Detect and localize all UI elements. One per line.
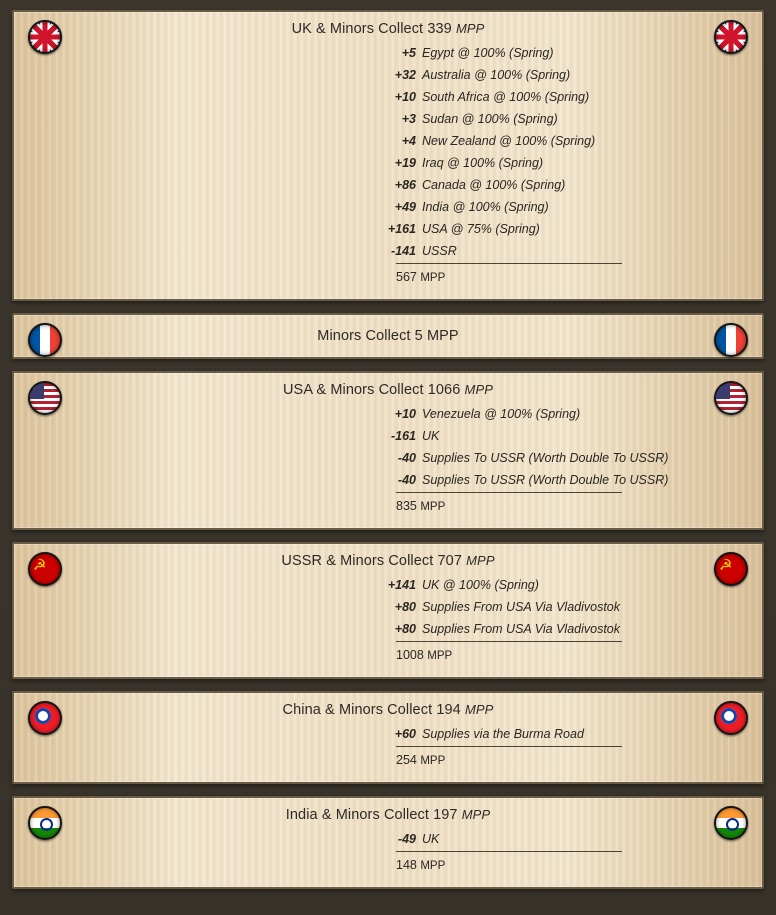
modifier-row: [14, 618, 762, 640]
modifier-row: [14, 403, 762, 425]
modifier-row: [14, 723, 762, 745]
production-panel-uk[interactable]: [12, 10, 764, 301]
panel-header-text: UK & Minors Collect 339: [291, 21, 452, 37]
modifier-description: Venezuela @ 100% (Spring): [422, 407, 581, 421]
panel-rows-india: [14, 828, 762, 850]
modifier-amount: +10: [394, 407, 416, 421]
modifier-description: Supplies From USA Via Vladivostok: [422, 600, 621, 614]
panel-total-uk: [14, 266, 762, 289]
modifier-row: [14, 42, 762, 64]
production-panel-india[interactable]: [12, 796, 764, 889]
uk-flag-icon: [28, 20, 62, 54]
modifier-row: [14, 425, 762, 447]
production-panel-china[interactable]: [12, 691, 764, 784]
total-value: 254: [396, 753, 417, 767]
uk-flag-icon: [714, 20, 748, 54]
panel-header-minors: [14, 323, 762, 347]
sum-divider: [396, 492, 622, 493]
modifier-amount: -40: [397, 451, 416, 465]
panel-header-unit: MPP: [464, 382, 493, 397]
modifier-description: Supplies To USSR (Worth Double To USSR): [422, 473, 669, 487]
modifier-description: UK @ 100% (Spring): [422, 578, 539, 592]
ussr-flag-icon: [714, 552, 748, 586]
sum-divider: [396, 263, 622, 264]
total-value: 835: [396, 499, 417, 513]
panel-header-text: China & Minors Collect 194: [282, 702, 461, 718]
china-flag-icon: [714, 701, 748, 735]
modifier-row: [14, 596, 762, 618]
sum-divider: [396, 746, 622, 747]
modifier-amount: +49: [394, 200, 416, 214]
modifier-description: Supplies via the Burma Road: [422, 727, 584, 741]
sum-divider: [396, 851, 622, 852]
modifier-description: Supplies From USA Via Vladivostok: [422, 622, 621, 636]
modifier-amount: +32: [394, 68, 416, 82]
panel-total-ussr: [14, 644, 762, 667]
modifier-amount: +161: [387, 222, 416, 236]
modifier-row: [14, 240, 762, 262]
total-unit: MPP: [420, 501, 446, 513]
panel-header-uk: [14, 20, 762, 38]
modifier-description: Canada @ 100% (Spring): [422, 178, 566, 192]
modifier-row: [14, 218, 762, 240]
modifier-description: UK: [422, 832, 440, 846]
modifier-amount: -161: [390, 429, 416, 443]
modifier-amount: +5: [401, 46, 416, 60]
modifier-description: Supplies To USSR (Worth Double To USSR): [422, 451, 669, 465]
panel-header-text: USA & Minors Collect 1066: [282, 382, 461, 398]
modifier-description: Australia @ 100% (Spring): [422, 68, 571, 82]
modifier-description: India @ 100% (Spring): [422, 200, 549, 214]
modifier-row: [14, 447, 762, 469]
modifier-amount: -141: [390, 244, 416, 258]
panel-header-china: [14, 701, 762, 719]
modifier-row: [14, 64, 762, 86]
panel-total-china: [14, 749, 762, 772]
modifier-row: [14, 130, 762, 152]
sum-divider: [396, 641, 622, 642]
modifier-amount: +60: [394, 727, 416, 741]
panel-header-unit: MPP: [461, 807, 491, 822]
panel-rows-ussr: [14, 574, 762, 640]
modifier-row: [14, 152, 762, 174]
modifier-description: USSR: [422, 244, 457, 258]
modifier-row: [14, 108, 762, 130]
france-flag-icon: [28, 323, 62, 357]
panel-rows-usa: [14, 403, 762, 491]
modifier-description: Egypt @ 100% (Spring): [422, 46, 554, 60]
total-unit: MPP: [420, 755, 446, 767]
panel-header-unit: MPP: [455, 21, 485, 36]
modifier-row: [14, 574, 762, 596]
modifier-amount: +80: [394, 622, 416, 636]
panel-header-text: India & Minors Collect 197: [285, 807, 458, 823]
france-flag-icon: [714, 323, 748, 357]
modifier-amount: -40: [397, 473, 416, 487]
modifier-amount: +86: [394, 178, 416, 192]
total-value: 148: [396, 858, 417, 872]
panel-header-text: Minors Collect 5 MPP: [317, 328, 459, 344]
modifier-row: [14, 86, 762, 108]
panel-header-usa: [14, 381, 762, 399]
panel-rows-china: [14, 723, 762, 745]
panel-total-usa: [14, 495, 762, 518]
production-panel-ussr[interactable]: [12, 542, 764, 679]
china-flag-icon: [28, 701, 62, 735]
panel-rows-uk: [14, 42, 762, 262]
modifier-description: USA @ 75% (Spring): [422, 222, 540, 236]
modifier-description: UK: [422, 429, 440, 443]
modifier-row: [14, 469, 762, 491]
production-panel-usa[interactable]: [12, 371, 764, 530]
panel-header-unit: MPP: [464, 702, 494, 717]
modifier-description: New Zealand @ 100% (Spring): [422, 134, 596, 148]
production-panel-minors[interactable]: [12, 313, 764, 359]
usa-flag-icon: [714, 381, 748, 415]
ussr-flag-icon: [28, 552, 62, 586]
total-unit: MPP: [420, 272, 446, 284]
panel-header-text: USSR & Minors Collect 707: [281, 553, 462, 569]
modifier-amount: +141: [387, 578, 416, 592]
panel-header-unit: MPP: [466, 553, 495, 568]
total-unit: MPP: [420, 860, 446, 872]
modifier-amount: -49: [397, 832, 416, 846]
india-flag-icon: [28, 806, 62, 840]
modifier-amount: +80: [394, 600, 416, 614]
modifier-amount: +19: [394, 156, 416, 170]
india-flag-icon: [714, 806, 748, 840]
modifier-description: Sudan @ 100% (Spring): [422, 112, 558, 126]
modifier-description: Iraq @ 100% (Spring): [422, 156, 544, 170]
total-value: 567: [396, 270, 417, 284]
modifier-amount: +4: [401, 134, 416, 148]
modifier-row: [14, 174, 762, 196]
modifier-row: [14, 196, 762, 218]
usa-flag-icon: [28, 381, 62, 415]
panel-total-india: [14, 854, 762, 877]
modifier-row: [14, 828, 762, 850]
modifier-description: South Africa @ 100% (Spring): [422, 90, 590, 104]
modifier-amount: +3: [401, 112, 416, 126]
panel-header-india: [14, 806, 762, 824]
total-value: 1008: [396, 648, 424, 662]
modifier-amount: +10: [394, 90, 416, 104]
total-unit: MPP: [427, 650, 453, 662]
panel-header-ussr: [14, 552, 762, 570]
